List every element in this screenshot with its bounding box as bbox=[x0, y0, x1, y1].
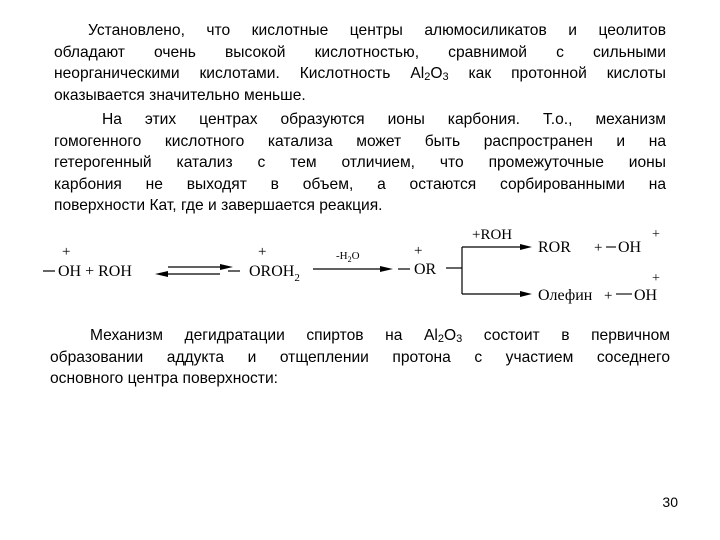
text-line: обладают очень высокой кислотностью, сравнимой с сильными bbox=[54, 43, 666, 61]
text-line: гетерогенный катализ с тем отличием, что промежуточные ионы bbox=[54, 154, 666, 172]
text-line: поверхности Кат, где и завершается реакция. bbox=[54, 197, 383, 215]
text-line: образовании аддукта и отщеплении протона с участием соседнего bbox=[50, 348, 670, 366]
arrowhead bbox=[520, 244, 532, 250]
text-line: Механизм дегидратации спиртов на $Al_2O_3$ состоит в первичном bbox=[90, 327, 670, 345]
text-line: Установлено, что кислотные центры алюмосиликатов и цеолитов bbox=[88, 22, 666, 39]
product-ror: ROR bbox=[538, 239, 571, 256]
arrowhead bbox=[520, 291, 532, 297]
charge-plus: + bbox=[652, 271, 660, 286]
product-olefin: Олефин bbox=[538, 287, 593, 304]
charge-plus: + bbox=[652, 227, 660, 242]
species-oh: OH bbox=[634, 287, 658, 304]
text-line: карбония не выходят в объем, а остаются сорбированными на bbox=[54, 175, 666, 193]
charge-plus: + bbox=[414, 243, 423, 259]
page-number: 30 bbox=[662, 494, 678, 510]
charge-plus: + bbox=[62, 244, 71, 260]
text-line: гомогенного кислотного катализа может быть распространен и на bbox=[54, 132, 666, 150]
text-line: На этих центрах образуются ионы карбония. Т.о., механизм bbox=[102, 111, 666, 128]
arrowhead bbox=[220, 264, 233, 270]
text-line: основного центра поверхности: bbox=[50, 370, 278, 388]
species-oroh2: $OROH_2$ bbox=[249, 263, 300, 284]
paragraph-dehydration bbox=[50, 325, 670, 390]
paragraph-carbonium bbox=[54, 109, 666, 217]
reagent-roh-label: +ROH bbox=[472, 227, 513, 243]
species-or: OR bbox=[414, 261, 437, 278]
text-line: оказывается значительно меньше. bbox=[54, 86, 306, 104]
reaction-scheme bbox=[0, 222, 720, 312]
species-oh-roh: OH + ROH bbox=[58, 263, 132, 280]
water-elimination-label: $-H_2O$ bbox=[336, 250, 360, 264]
plus-sign: + bbox=[594, 240, 603, 256]
species-oh: OH bbox=[618, 239, 642, 256]
plus-sign: + bbox=[604, 288, 613, 304]
arrowhead bbox=[155, 271, 168, 277]
text-line: неорганическими кислотами. Кислотность $Al_2O_3$ как протонной кислоты bbox=[54, 65, 666, 84]
paragraph-acidity bbox=[54, 20, 666, 106]
arrowhead bbox=[380, 266, 393, 272]
charge-plus: + bbox=[258, 244, 267, 260]
